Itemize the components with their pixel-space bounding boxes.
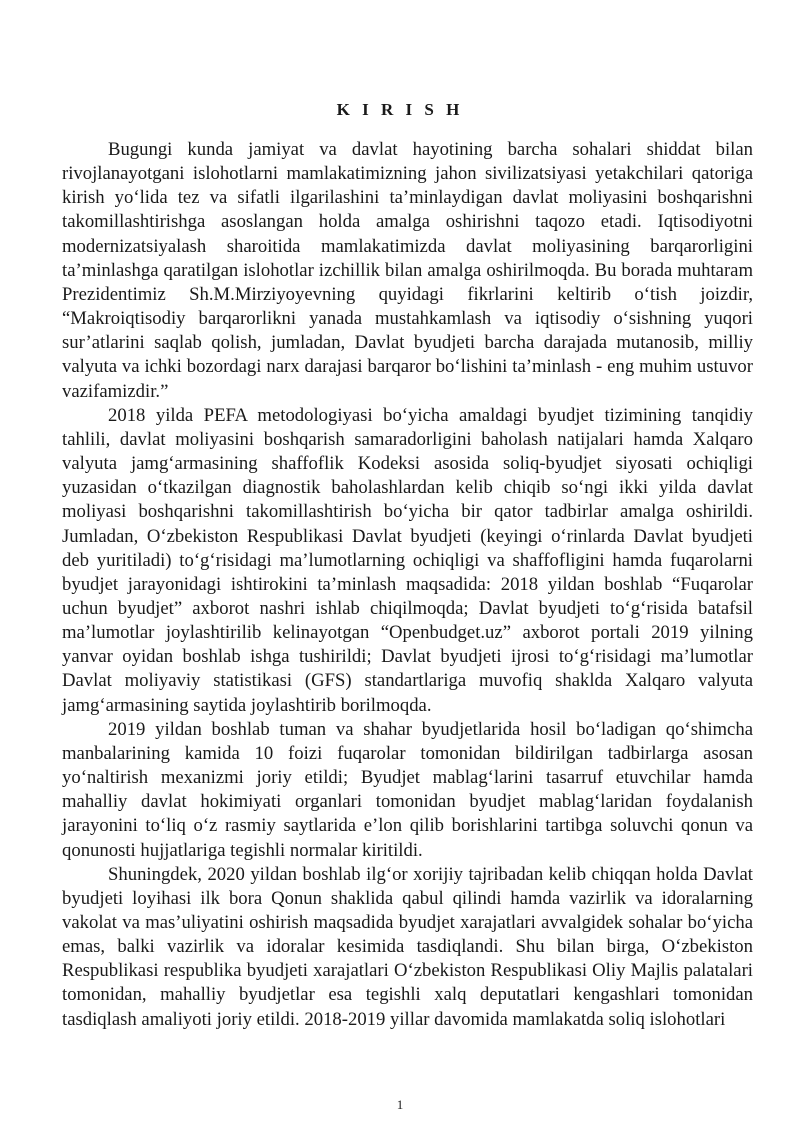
paragraph-3: 2019 yildan boshlab tuman va shahar byudjetlarida hosil bo‘ladigan qo‘shimcha manbalarining kamida 10 foizi fuqarolar tomonidan bildirilgan tadbirlarga asosan yo‘naltirish mexanizmi joriy etildi; Byudjet mablag‘larini tasarruf etuvchilar hamda mahalliy davlat hokimiyati organlari tomonidan byudjet mablag‘laridan foydalanish jarayonini to‘liq o‘z rasmiy saytlarida e’lon qilib borishlarini tartibga soluvchi qonun va qonunosti hujjatlariga tegishli normalar kiritildi. xyxy=(62,718,753,861)
page-number: 1 xyxy=(396,1097,404,1112)
body-text xyxy=(62,138,753,1032)
paragraph-4: Shuningdek, 2020 yildan boshlab ilg‘or xorijiy tajribadan kelib chiqqan holda Davlat byudjeti loyihasi ilk bora Qonun shaklida qabul qilindi hamda vazirlik va idoralarning vakolat va mas’uliyatini oshirish maqsadida byudjet xarajatlari avvalgidek sohalar bo‘yicha emas, balki vazirlik va idoralar kesimida tasdiqlandi. Shu bilan birga, O‘zbekiston Respublikasi respublika byudjeti xarajatlari O‘zbekiston Respublikasi Oliy Majlis palatalari tomonidan, mahalliy byudjetlar esa tegishli xalq deputatlari kengashlari tomonidan tasdiqlash amaliyoti joriy etildi. 2018-2019 yillar davomida mamlakatda soliq islohotlari xyxy=(62,863,753,1030)
paragraph-2: 2018 yilda PEFA metodologiyasi bo‘yicha amaldagi byudjet tizimining tanqidiy tahlili, davlat moliyasini boshqarish samaradorligini baholash natijalari hamda Xalqaro valyuta jamg‘armasining shaffoflik Kodeksi asosida soliq-byudjet siyosati ochiqligi yuzasidan o‘tkazilgan diagnostik baholashlardan kelib chiqib so‘ngi ikki yilda davlat moliyasi boshqarishni takomillashtirish bo‘yicha bir qator tadbirlar amalga oshirildi. Jumladan, O‘zbekiston Respublikasi Davlat byudjeti (keyingi o‘rinlarda Davlat byudjeti deb yuritiladi) to‘g‘risidagi ma’lumotlarning ochiqligi va shaffofligini hamda fuqarolarni byudjet jarayonidagi ishtirokini ta’minlash maqsadida: 2018 yildan boshlab “Fuqarolar uchun byudjet” axborot nashri ishlab chiqilmoqda; Davlat byudjeti to‘g‘risida batafsil ma’lumotlar joylashtirilib kelinayotgan “Openbudget.uz” axborot portali 2019 yilning yanvar oyidan boshlab ishga tushirildi; Davlat byudjeti ijrosi to‘g‘risidagi ma’lumotlar Davlat moliyaviy statistikasi (GFS) standartlariga muvofiq shaklda Xalqaro valyuta jamg‘armasining saytida joylashtirib borilmoqda. xyxy=(62,404,753,716)
paragraph-1: Bugungi kunda jamiyat va davlat hayotining barcha sohalari shiddat bilan rivojlanayotgani islohotlarni mamlakatimizning jahon sivilizatsiyasi yetakchilari qatoriga kirish yo‘lida tez va sifatli ilgarilashini ta’minlaydigan davlat moliyasini boshqarishni takomillashtirishga asoslangan holda amalga oshirishni taqozo etadi. Iqtisodiyotni modernizatsiyalash sharoitida mamlakatimizda davlat moliyasining barqarorligini ta’minlashga qaratilgan islohotlar izchillik bilan amalga oshirilmoqda. Bu borada muhtaram Prezidentimiz Sh.M.Mirziyoyevning quyidagi fikrlarini keltirib o‘tish joizdir, “Makroiqtisodiy barqarorlikni yanada mustahkamlash va iqtisodiy o‘sishning yuqori sur’atlarini saqlab qolish, jumladan, Davlat byudjeti barcha darajada mutanosib, milliy valyuta va ichki bozordagi narx darajasi barqaror bo‘lishini ta’minlash - eng muhim ustuvor vazifamizdir.” xyxy=(62,139,753,402)
page-title: K I R I S H xyxy=(336,100,464,119)
